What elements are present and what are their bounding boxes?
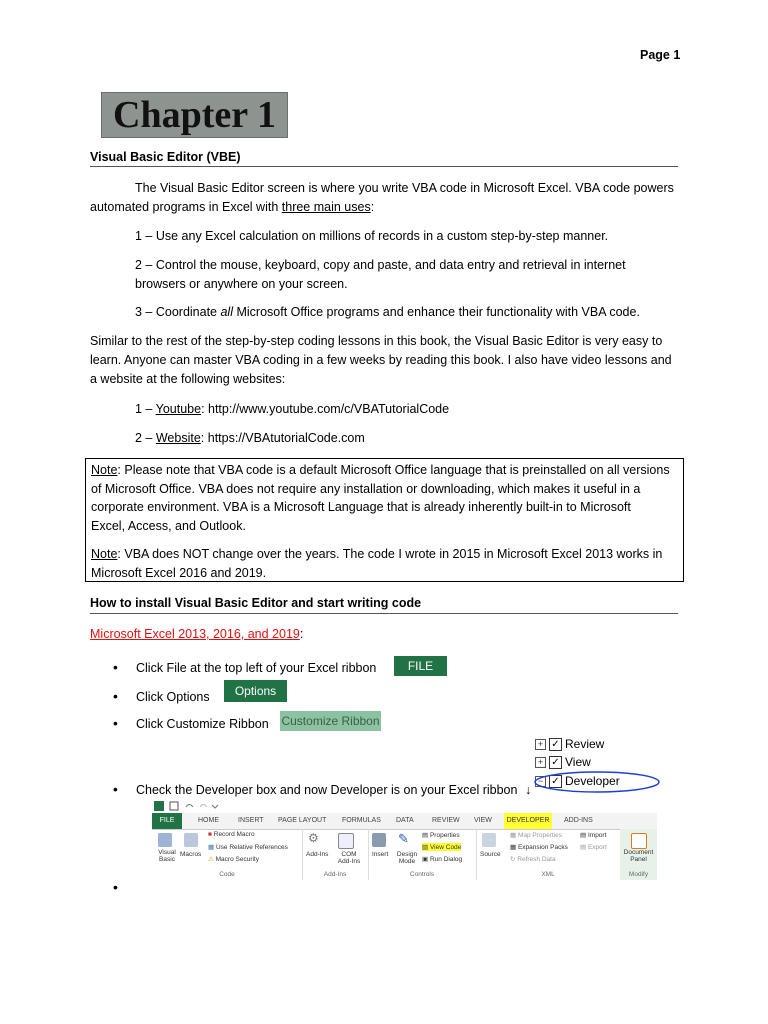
- tab-developer[interactable]: DEVELOPER: [504, 813, 552, 829]
- three-main-uses-link: three main uses: [281, 200, 371, 214]
- document-panel-button[interactable]: Document Panel: [623, 849, 654, 863]
- similar-line-1: Similar to the rest of the step-by-step coding lessons in this book, the Visual Basic Editor is very easy to: [90, 334, 663, 348]
- bullet-4: •: [113, 781, 118, 797]
- checkbox-checked-icon[interactable]: ✓: [549, 738, 562, 751]
- section-heading-install: How to install Visual Basic Editor and start writing code: [90, 596, 422, 610]
- bullet-3: •: [113, 715, 118, 731]
- tab-review[interactable]: REVIEW: [432, 817, 460, 824]
- use-item-2-line-1: 2 – Control the mouse, keyboard, copy and paste, and data entry and retrieval in internet: [135, 258, 626, 272]
- ribbon-tab-checklist: [535, 733, 665, 803]
- expansion-packs-button[interactable]: [510, 843, 568, 851]
- checklist-label-view: View: [565, 755, 591, 769]
- source-button[interactable]: Source: [480, 851, 501, 858]
- similar-line-3: a website at the following websites:: [90, 372, 286, 386]
- expand-icon[interactable]: +: [535, 739, 546, 750]
- map-properties-button[interactable]: [510, 831, 562, 839]
- visual-basic-button[interactable]: Visual Basic: [158, 849, 176, 863]
- excel-ribbon-screenshot: [152, 800, 657, 880]
- group-label-xml: XML: [541, 871, 555, 878]
- heading-rule: [90, 166, 678, 167]
- view-code-icon: ▧: [422, 844, 429, 851]
- group-label-add-ins: Add-Ins: [323, 871, 347, 878]
- similar-line-2: learn. Anyone can master VBA coding in a few weeks by reading this book. I also have video lessons and: [90, 353, 672, 367]
- checklist-item-review[interactable]: [535, 735, 604, 753]
- ribbon-group-modify: [620, 829, 657, 880]
- properties-icon: ▤: [422, 832, 429, 839]
- map-properties-icon: ▦: [510, 832, 517, 839]
- checkbox-checked-icon[interactable]: ✓: [549, 756, 562, 769]
- excel-versions: [90, 627, 303, 641]
- section-heading-vbe: Visual Basic Editor (VBE): [90, 150, 241, 164]
- use-item-3-post: Microsoft Office programs and enhance their functionality with VBA code.: [233, 305, 640, 319]
- gear-icon: ⚙: [308, 831, 319, 845]
- options-button[interactable]: Options: [224, 680, 287, 702]
- insert-control-icon: [372, 833, 386, 847]
- source-icon: [482, 833, 496, 847]
- tab-insert[interactable]: INSERT: [238, 817, 264, 824]
- properties-button[interactable]: [422, 831, 460, 839]
- ribbon-group-xml: [476, 829, 621, 880]
- ribbon-group-controls: [368, 829, 477, 880]
- run-dialog-icon: ▣: [422, 856, 429, 863]
- document-panel-icon: [631, 833, 647, 849]
- note1-line-3: corporate environment. VBA is a Microsoft Language that is already inherently built-in to Microsoft: [91, 500, 631, 515]
- insert-control-button[interactable]: Insert: [372, 851, 389, 858]
- group-label-controls: Controls: [409, 871, 435, 878]
- intro-line-2: [90, 198, 680, 217]
- website-link[interactable]: Website: [155, 431, 201, 445]
- run-dialog-button[interactable]: [422, 855, 462, 863]
- group-label-modify: Modify: [628, 871, 649, 878]
- page-number: Page 1: [640, 48, 681, 62]
- tab-page-layout[interactable]: PAGE LAYOUT: [278, 817, 327, 824]
- intro-text: automated programs in Excel with: [90, 200, 282, 214]
- expansion-packs-icon: ▦: [510, 844, 517, 851]
- collapse-icon[interactable]: −: [535, 776, 546, 787]
- note2-text: : VBA does NOT change over the years. The code I wrote in 2015 in Microsoft Excel 2013 works in: [117, 547, 663, 562]
- ribbon-group-add-ins: [302, 829, 369, 880]
- checklist-label-developer: Developer: [565, 774, 620, 788]
- refresh-icon: ↻: [510, 856, 516, 863]
- note1-text: : Please note that VBA code is a default Microsoft Office language that is preinstalled on all versions: [117, 463, 670, 477]
- macro-security-button[interactable]: [208, 855, 259, 863]
- tab-formulas[interactable]: FORMULAS: [342, 817, 381, 824]
- properties-label: Properties: [429, 832, 460, 839]
- visual-basic-icon: [158, 833, 172, 847]
- note1-line-2: of Microsoft Office. VBA does not require any installation or downloading, which makes it useful in a: [91, 481, 641, 496]
- tab-add-ins[interactable]: ADD-INS: [564, 817, 593, 824]
- intro-colon: :: [370, 200, 375, 214]
- view-code-button[interactable]: [422, 843, 461, 851]
- import-icon: ▤: [580, 832, 587, 839]
- note-box: [85, 458, 684, 582]
- relative-references-label: Use Relative References: [215, 844, 288, 851]
- com-add-ins-button[interactable]: COM Add-Ins: [337, 851, 361, 865]
- note1-line-1: [91, 461, 679, 480]
- customize-ribbon-button[interactable]: Customize Ribbon: [280, 711, 381, 731]
- ribbon-tab-bar: [152, 813, 657, 830]
- intro-line-1: The Visual Basic Editor screen is where you write VBA code in Microsoft Excel. VBA code powers: [135, 181, 674, 195]
- note1-line-4: Excel, Access, and Outlook.: [91, 518, 246, 533]
- macro-security-label: Macro Security: [215, 856, 259, 863]
- record-icon: ■: [208, 831, 212, 838]
- relative-ref-icon: ▦: [208, 844, 215, 851]
- down-arrow-icon: ↓: [524, 783, 532, 797]
- bullet-2: •: [113, 688, 118, 704]
- use-item-1: 1 – Use any Excel calculation on millions of records in a custom step-by-step manner.: [135, 229, 609, 243]
- step-customize-ribbon: Click Customize Ribbon: [136, 717, 269, 731]
- bullet-5: •: [113, 879, 118, 895]
- excel-versions-colon: :: [299, 627, 304, 641]
- file-button[interactable]: FILE: [394, 656, 447, 676]
- youtube-prefix: 1 –: [135, 402, 156, 416]
- step-check-developer-text: Check the Developer box and now Developer is on your Excel ribbon: [136, 783, 518, 797]
- macros-button[interactable]: Macros: [180, 851, 202, 858]
- website-link-line[interactable]: [135, 429, 680, 448]
- note-label: Note: [91, 547, 118, 562]
- view-code-label: View Code: [429, 844, 462, 851]
- expansion-packs-label: Expansion Packs: [517, 844, 568, 851]
- use-item-2-line-2: browsers or anywhere on your screen.: [135, 277, 348, 291]
- tab-file[interactable]: FILE: [152, 813, 182, 829]
- intro-paragraph: [90, 179, 680, 217]
- chapter-title: Chapter 1: [113, 94, 276, 136]
- note-content: [91, 461, 679, 583]
- map-properties-label: Map Properties: [517, 832, 563, 839]
- note2-line-1: [91, 545, 679, 564]
- checkbox-checked-icon[interactable]: ✓: [549, 775, 562, 788]
- youtube-url[interactable]: : http://www.youtube.com/c/VBATutorialCode: [201, 402, 450, 416]
- design-mode-icon: ✎: [398, 831, 409, 846]
- note-label: Note: [91, 463, 118, 477]
- export-label: Export: [587, 844, 607, 851]
- expand-icon[interactable]: +: [535, 757, 546, 768]
- use-item-3: [135, 303, 680, 322]
- note2-line-2: Microsoft Excel 2016 and 2019.: [91, 565, 267, 580]
- heading-rule-2: [90, 613, 678, 614]
- ribbon-group-code: [152, 829, 303, 880]
- refresh-data-button[interactable]: [510, 855, 556, 863]
- website-prefix: 2 –: [135, 431, 156, 445]
- youtube-link-line[interactable]: [135, 400, 680, 419]
- import-button[interactable]: [580, 831, 606, 839]
- website-url[interactable]: : https://VBAtutorialCode.com: [200, 431, 365, 445]
- similar-paragraph: [90, 332, 680, 389]
- export-button[interactable]: [580, 843, 607, 851]
- export-icon: ▤: [580, 844, 587, 851]
- highlight-circle-icon: [531, 769, 663, 795]
- macros-icon: [184, 833, 198, 847]
- add-ins-button[interactable]: Add-Ins: [306, 851, 329, 858]
- record-macro-button[interactable]: [208, 831, 255, 838]
- chapter-banner: [101, 92, 288, 138]
- record-macro-label: Record Macro: [213, 831, 255, 838]
- warning-icon: ⚠: [208, 856, 214, 863]
- step-click-options: Click Options: [136, 690, 210, 704]
- import-label: Import: [587, 832, 607, 839]
- excel-versions-label: Microsoft Excel 2013, 2016, and 2019: [90, 627, 300, 641]
- com-add-ins-icon: [338, 833, 354, 849]
- tab-view[interactable]: VIEW: [474, 817, 492, 824]
- bullet-1: •: [113, 659, 118, 675]
- tab-data[interactable]: DATA: [396, 817, 414, 824]
- design-mode-button[interactable]: Design Mode: [396, 851, 418, 865]
- use-item-3-emphasis: all: [220, 305, 233, 319]
- use-item-3-pre: 3 – Coordinate: [135, 305, 221, 319]
- step-check-developer: [136, 783, 531, 797]
- quick-access-toolbar-icon: [154, 800, 244, 812]
- tab-home[interactable]: HOME: [198, 817, 219, 824]
- step-click-file: Click File at the top left of your Excel ribbon: [136, 661, 377, 675]
- group-label-code: Code: [219, 871, 235, 878]
- refresh-data-label: Refresh Data: [517, 856, 556, 863]
- checklist-label-review: Review: [565, 737, 605, 751]
- relative-references-button[interactable]: [208, 843, 288, 851]
- youtube-link[interactable]: Youtube: [155, 402, 202, 416]
- use-item-2: [135, 256, 680, 294]
- run-dialog-label: Run Dialog: [429, 856, 463, 863]
